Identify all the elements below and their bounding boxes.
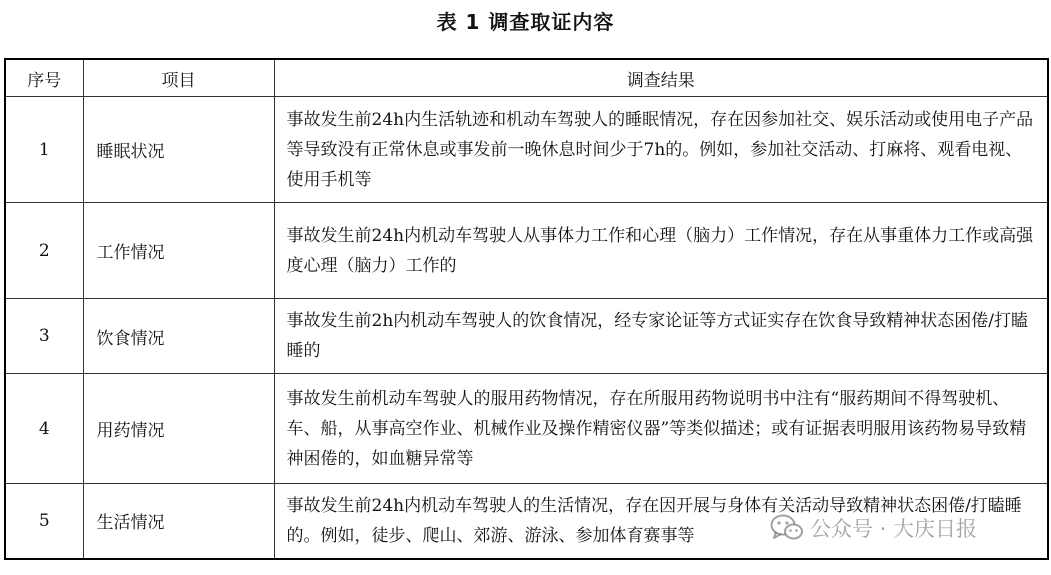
table-row bbox=[5, 97, 1048, 203]
row-number: 3 bbox=[5, 299, 83, 374]
watermark-text: 公众号 · 大庆日报 bbox=[810, 517, 978, 541]
table-title: 表 1 调查取证内容 bbox=[436, 10, 615, 34]
row-number: 5 bbox=[5, 484, 83, 559]
row-result: 事故发生前24h内机动车驾驶人的生活情况，存在因开展与身体有关活动导致精神状态困倦/打瞌睡的。例如，徒步、爬山、郊游、游泳、参加体育赛事等 bbox=[274, 484, 1048, 559]
header-row bbox=[5, 59, 1048, 97]
row-result: 事故发生前24h内生活轨迹和机动车驾驶人的睡眠情况，存在因参加社交、娱乐活动或使用电子产品等导致没有正常休息或事发前一晚休息时间少于7h的。例如，参加社交活动、打麻将、观看电视、使用手机等 bbox=[274, 97, 1048, 203]
row-item: 饮食情况 bbox=[83, 299, 274, 374]
header-no: 序号 bbox=[5, 59, 83, 97]
watermark bbox=[770, 508, 977, 548]
header-result: 调查结果 bbox=[274, 59, 1048, 97]
table-row bbox=[5, 299, 1048, 374]
row-number: 2 bbox=[5, 203, 83, 299]
table-row bbox=[5, 203, 1048, 299]
row-item: 生活情况 bbox=[83, 484, 274, 559]
survey-table bbox=[4, 58, 1049, 560]
row-item: 用药情况 bbox=[83, 374, 274, 484]
row-item: 睡眠状况 bbox=[83, 97, 274, 203]
row-number: 4 bbox=[5, 374, 83, 484]
row-item: 工作情况 bbox=[83, 203, 274, 299]
table-row bbox=[5, 374, 1048, 484]
row-result: 事故发生前机动车驾驶人的服用药物情况，存在所服用药物说明书中注有“服药期间不得驾驶机、车、船，从事高空作业、机械作业及操作精密仪器”等类似描述；或有证据表明服用该药物易导致精神困倦的，如血糖异常等 bbox=[274, 374, 1048, 484]
header-item: 项目 bbox=[83, 59, 274, 97]
row-result: 事故发生前24h内机动车驾驶人从事体力工作和心理（脑力）工作情况，存在从事重体力工作或高强度心理（脑力）工作的 bbox=[274, 203, 1048, 299]
wechat-icon bbox=[770, 513, 804, 543]
row-result: 事故发生前2h内机动车驾驶人的饮食情况，经专家论证等方式证实存在饮食导致精神状态困倦/打瞌睡的 bbox=[274, 299, 1048, 374]
row-number: 1 bbox=[5, 97, 83, 203]
